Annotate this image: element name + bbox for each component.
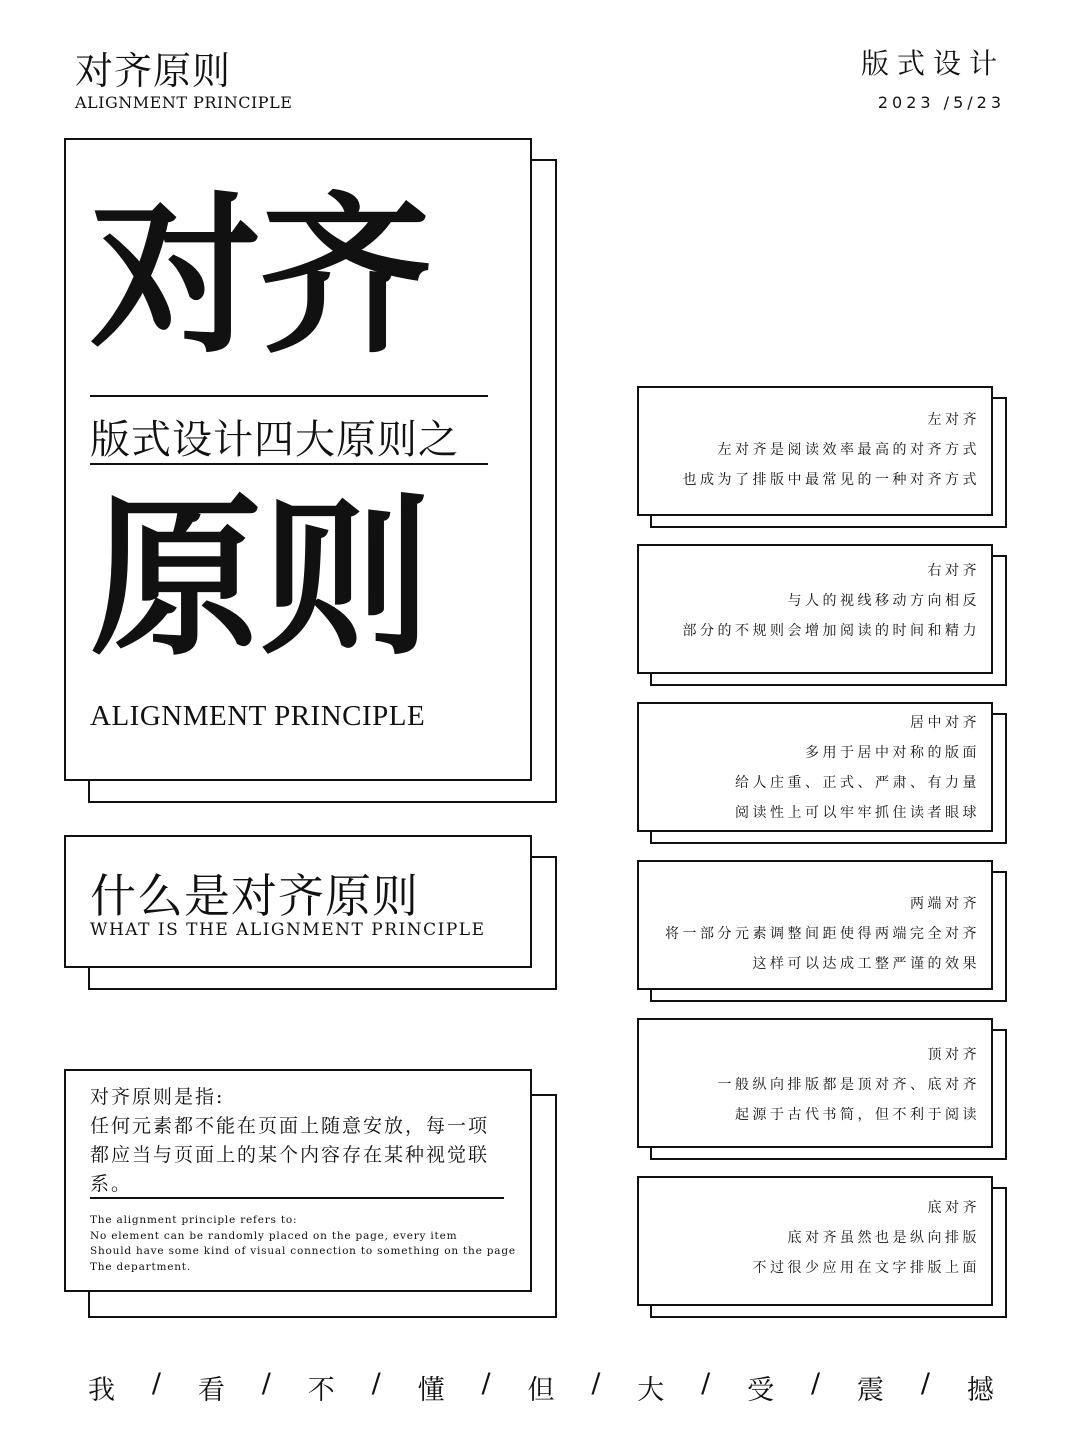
footer-char: 懂: [417, 1375, 445, 1406]
footer-separator: /: [481, 1368, 491, 1399]
footer-separator: /: [811, 1368, 821, 1399]
footer-separator: /: [261, 1368, 271, 1399]
hero-english-title: ALIGNMENT PRINCIPLE: [90, 700, 426, 732]
card-line: 多用于居中对称的版面: [805, 745, 980, 761]
card-line: 阅读性上可以牢牢抓住读者眼球: [735, 805, 980, 821]
card-text: [753, 1193, 981, 1283]
footer-separator: /: [920, 1368, 930, 1399]
definition-line: 任何元素都不能在页面上随意安放，每一项: [90, 1115, 490, 1137]
definition-divider: [90, 1197, 504, 1199]
card-title: 居中对齐: [910, 715, 980, 731]
page-title-english: ALIGNMENT PRINCIPLE: [75, 93, 293, 112]
card-line: 与人的视线移动方向相反: [787, 593, 980, 609]
card-title: 右对齐: [927, 563, 980, 579]
page-title: 对齐原则: [75, 49, 232, 93]
footer-separator: /: [591, 1368, 601, 1399]
footer-separator: /: [151, 1368, 161, 1399]
hero-subtitle: 版式设计四大原则之: [90, 417, 459, 463]
definition-line: 都应当与页面上的某个内容存在某种视觉联: [90, 1144, 490, 1166]
footer-char: 撼: [966, 1375, 994, 1406]
card-line: 一般纵向排版都是顶对齐、底对齐: [717, 1077, 980, 1093]
definition-line-en: No element can be randomly placed on the page, every item: [90, 1229, 458, 1242]
card-title: 顶对齐: [927, 1047, 980, 1063]
footer-char: 大: [637, 1375, 665, 1406]
card-line: 这样可以达成工整严谨的效果: [752, 956, 980, 972]
date-label: 2023 /5/23: [877, 93, 1005, 112]
what-title: 什么是对齐原则: [90, 869, 419, 923]
footer-char: 震: [857, 1375, 885, 1406]
definition-line: 系。: [90, 1173, 133, 1195]
card-title: 两端对齐: [910, 896, 980, 912]
footer-separator: /: [371, 1368, 381, 1399]
definition-text-cn: [90, 1083, 510, 1199]
definition-line-en: The alignment principle refers to:: [90, 1214, 298, 1226]
footer-separator: /: [701, 1368, 711, 1399]
definition-line-en: Should have some kind of visual connection to something on the page: [90, 1245, 516, 1257]
definition-line: 对齐原则是指:: [90, 1086, 225, 1108]
card-line: 底对齐虽然也是纵向排版: [787, 1230, 980, 1246]
card-text: [683, 556, 981, 646]
card-title: 左对齐: [927, 412, 980, 428]
card-text: [735, 708, 980, 828]
hero-rule-top: [90, 395, 488, 397]
card-line: 起源于古代书简，但不利于阅读: [735, 1107, 980, 1123]
card-line: 部分的不规则会增加阅读的时间和精力: [682, 623, 980, 639]
footer-char: 我: [88, 1375, 115, 1406]
card-text: [665, 889, 980, 979]
footer-char: 看: [197, 1375, 225, 1406]
hero-title-top: 对齐: [90, 174, 430, 377]
definition-line-en: The department.: [90, 1260, 191, 1273]
card-line: 不过很少应用在文字排版上面: [752, 1260, 980, 1276]
card-text: [683, 405, 981, 495]
card-line: 给人庄重、正式、严肃、有力量: [735, 775, 980, 791]
card-text: [718, 1040, 981, 1130]
footer-slogan: [88, 1368, 994, 1407]
card-line: 左对齐是阅读效率最高的对齐方式: [717, 442, 980, 458]
hero-rule-bottom: [90, 463, 488, 465]
definition-text-en: [90, 1213, 516, 1275]
what-title-english: WHAT IS THE ALIGNMENT PRINCIPLE: [90, 920, 486, 940]
card-line: 也成为了排版中最常见的一种对齐方式: [682, 472, 980, 488]
footer-char: 不: [307, 1375, 335, 1406]
footer-char: 但: [527, 1375, 555, 1406]
card-line: 将一部分元素调整间距使得两端完全对齐: [665, 926, 980, 942]
card-title: 底对齐: [927, 1200, 980, 1216]
footer-char: 受: [747, 1375, 775, 1406]
hero-title-bottom: 原则: [90, 476, 430, 679]
category-label: 版式设计: [860, 47, 1005, 80]
